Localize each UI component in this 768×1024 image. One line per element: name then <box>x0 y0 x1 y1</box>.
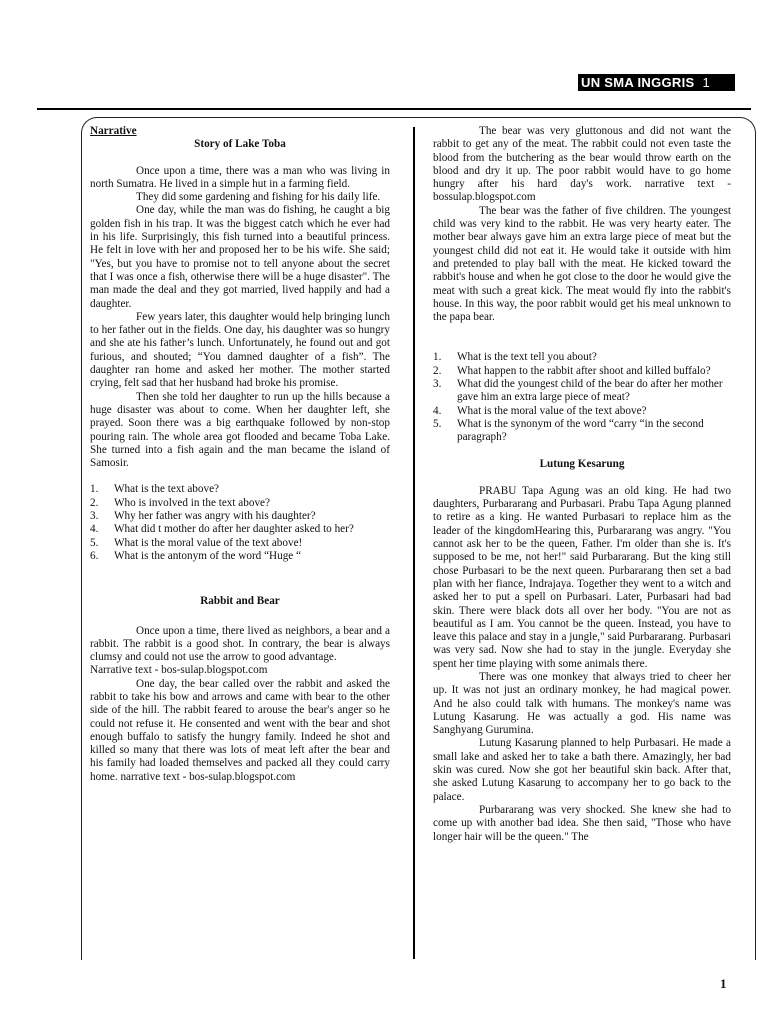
paragraph: One day, while the man was do fishing, he caught a big golden fish in his trap. It was the biggest catch which he ever had in his life. Surprisingly, this fish turned into a beautiful princess. He felt in love with her and proposed her to be his wife. She said; "Yes, but you have to promise not to tell anyone about the secret that I was once a fish, otherwise there will be a huge disaster". The man made the deal and they got married, lived happily and had a daughter. <box>90 204 390 310</box>
question-item: 4. What is the moral value of the text above? <box>433 404 647 417</box>
paragraph: PRABU Tapa Agung was an old king. He had two daughters, Purbararang and Purbasari. Prabu Tapa Agung planned to retire as a king. He wanted Purbasari to replace him as the leader of the kingdomHearing this, Purbararang was angry. "You cannot ask her to be the queen, Father. I'm older than she is. It's supposed to be me, not her!" said Purbararang. But the king still chose Purbasari to be the next queen. Purbararang then set a bad plan with her fiance, Indrajaya. Together they went to a witch and asked her to put a spell on Purbasari. Later, Purbasari had bad skin. There were black dots all over her body. "You are not as beautiful as I am. You cannot be the queen. Instead, you have to leave this palace and stay in a jungle," said Purbararang. Purbasari was very sad. Now she had to stay in the jungle. Everyday she spent her time playing with some animals there. <box>433 484 731 670</box>
paragraph: Lutung Kasarung planned to help Purbasari. He made a small lake and asked her to take a bath there. Amazingly, her bad skin was cured. Now she got her beautiful skin back. After that, she asked Lutung Kasarung to accompany her to go back to the palace. <box>433 737 731 803</box>
header-rule <box>37 108 751 110</box>
story-title-toba: Story of Lake Toba <box>194 138 286 151</box>
header-title: UN SMA INGGRIS <box>581 75 695 90</box>
paragraph: Once upon a time, there was a man who was living in north Sumatra. He lived in a simple hut in a farming field. <box>90 164 390 190</box>
question-item: 6. What is the antonym of the word “Huge “ <box>90 549 302 562</box>
question-item: 2. What happen to the rabbit after shoot and killed buffalo? <box>433 364 711 377</box>
source-line: Narrative text - bos-sulap.blogspot.com <box>90 664 268 677</box>
paragraph: Few years later, this daughter would help bringing lunch to her father out in the fields. One day, his daughter was so hungry and she ate his father’s lunch. Unfortunately, he found out and got furious, and shouted; “You damned daughter of a fish”. The daughter ran home and asked her mother. The mother started crying, felt sad that her husband had broke his promise. <box>90 310 390 390</box>
header-label <box>578 74 735 91</box>
paragraph: The bear was the father of five children. The youngest child was very kind to the rabbit. He was very hearty eater. The mother bear always gave him an extra large piece of meat but the youngest child did not eat it. He would take it outside with him and pretended to play ball with the meat. He kicked toward the rabbit's house and when he got close to the door he would give the meat with such a great kick. The meat would fly into the rabbit's house. In this way, the poor rabbit would get his meal unknown to the papa bear. <box>433 204 731 324</box>
section-label: Narrative <box>90 125 137 137</box>
paragraph: They did some gardening and fishing for his daily life. <box>136 191 381 204</box>
paragraph: Then she told her daughter to run up the hills because a huge disaster was about to come. When her daughter left, she prayed. Soon there was a big earthquake followed by non-stop pouring rain. The whole area got flooded and became Toba Lake. She turned into a fish again and the man became the island of Samosir. <box>90 390 390 470</box>
right-column <box>433 125 731 844</box>
question-item: 5. What is the moral value of the text above! <box>90 536 303 549</box>
story-title-rabbit: Rabbit and Bear <box>200 595 280 608</box>
question-item: 4. What did t mother do after her daughter asked to her? <box>90 523 354 536</box>
question-item: 2. Who is involved in the text above? <box>90 496 270 509</box>
left-column <box>90 125 390 784</box>
paragraph: Purbararang was very shocked. She knew she had to come up with another bad idea. She then said, "Those who have longer hair will be the queen." The <box>433 803 731 843</box>
header-number: 1 <box>702 75 711 90</box>
column-divider <box>413 127 415 959</box>
paragraph: Once upon a time, there lived as neighbors, a bear and a rabbit. The rabbit is a good shot. In contrary, the bear is always clumsy and could not use the arrow to good advantage. <box>90 624 390 664</box>
paragraph: The bear was very gluttonous and did not want the rabbit to get any of the meat. The rabbit could not even taste the blood from the butchering as the bear would throw earth on the blood and dry it up. The poor rabbit would have to go home hungry after his hard day's work. narrative text - bossulap.blogspot.com <box>433 125 731 204</box>
question-item: 1. What is the text tell you about? <box>433 351 597 364</box>
question-item: 1. What is the text above? <box>90 483 219 496</box>
question-item: 3. What did the youngest child of the bear do after her mother gave him an extra large piece of meat? <box>433 378 723 404</box>
page-number: 1 <box>720 976 727 991</box>
question-item: 3. Why her father was angry with his daughter? <box>90 510 316 523</box>
story-title-lutung: Lutung Kesarung <box>539 457 625 470</box>
paragraph: There was one monkey that always tried to cheer her up. It was not just an ordinary monkey, he had magical power. And he also could talk with humans. The monkey's name was Lutung Kasarung. He was actually a god. His name was Sanghyang Gurumina. <box>433 670 731 737</box>
question-list-rabbit <box>433 351 731 444</box>
paragraph: One day, the bear called over the rabbit and asked the rabbit to take his bow and arrows and came with bear to the other side of the hill. The rabbit feared to arouse the bear's anger so he could not refuse it. He consented and went with the bear and shot enough buffalo to satisfy the hungry family. Indeed he shot and killed so many that there was lots of meat left after the bear and his family had loaded themselves and packed all they could carry home. narrative text - bos-sulap.blogspot.com <box>90 677 390 783</box>
question-item: 5. What is the synonym of the word “carry “in the second paragraph? <box>433 417 704 444</box>
question-list-toba <box>90 483 390 563</box>
